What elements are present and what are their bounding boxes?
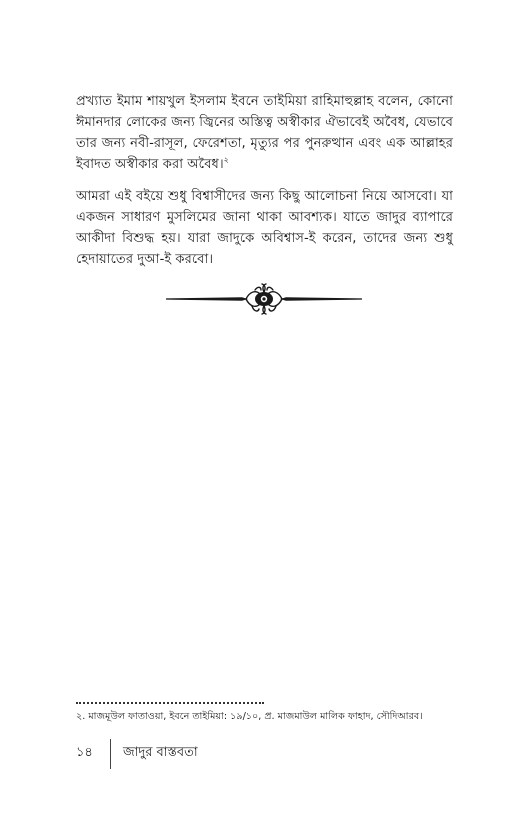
page-number: ১৪ — [76, 745, 93, 760]
footnote-text: ২. মাজমূউল ফাতাওয়া, ইবনে তাইমিয়া: ১৯/১০, প্র. মাজমাউল মালিক ফাহাদ, সৌদিআরব। — [76, 711, 423, 722]
running-title: জাদুর বাস্তবতা — [123, 745, 198, 760]
footnote-divider — [76, 702, 264, 704]
decorative-flourish-divider-icon — [166, 282, 362, 316]
body-paragraph-2: আমরা এই বইয়ে শুধু বিশ্বাসীদের জন্য কিছু আলোচনা নিয়ে আসবো। যা একজন সাধারণ মুসলিমের জানা থাকা আবশ্যক। যাতে জাদুর ব্যাপারে আকীদা বিশুদ্ধ হয়। যারা জাদুকে অবিশ্বাস-ই করেন, তাদের জন্য শুধু হেদায়াতের দুআ-ই করবো। — [76, 189, 453, 267]
body-paragraph-1 — [76, 91, 453, 175]
footer-divider — [110, 739, 111, 769]
footnote-reference[interactable]: ২ — [223, 155, 229, 165]
paragraph-1-text: প্রখ্যাত ইমাম শায়খুল ইসলাম ইবনে তাইমিয়া রাহিমাহুল্লাহ বলেন, কোনো ঈমানদার লোকের জন্য জ্বিনের অস্তিত্ব অস্বীকার ঐভাবেই অবৈধ, যেভাবে তার জন্য নবী-রাসূল, ফেরেশতা, মৃত্যুর পর পুনরুত্থান এবং এক আল্লাহর ইবাদত অস্বীকার করা অবৈধ। — [76, 94, 453, 172]
